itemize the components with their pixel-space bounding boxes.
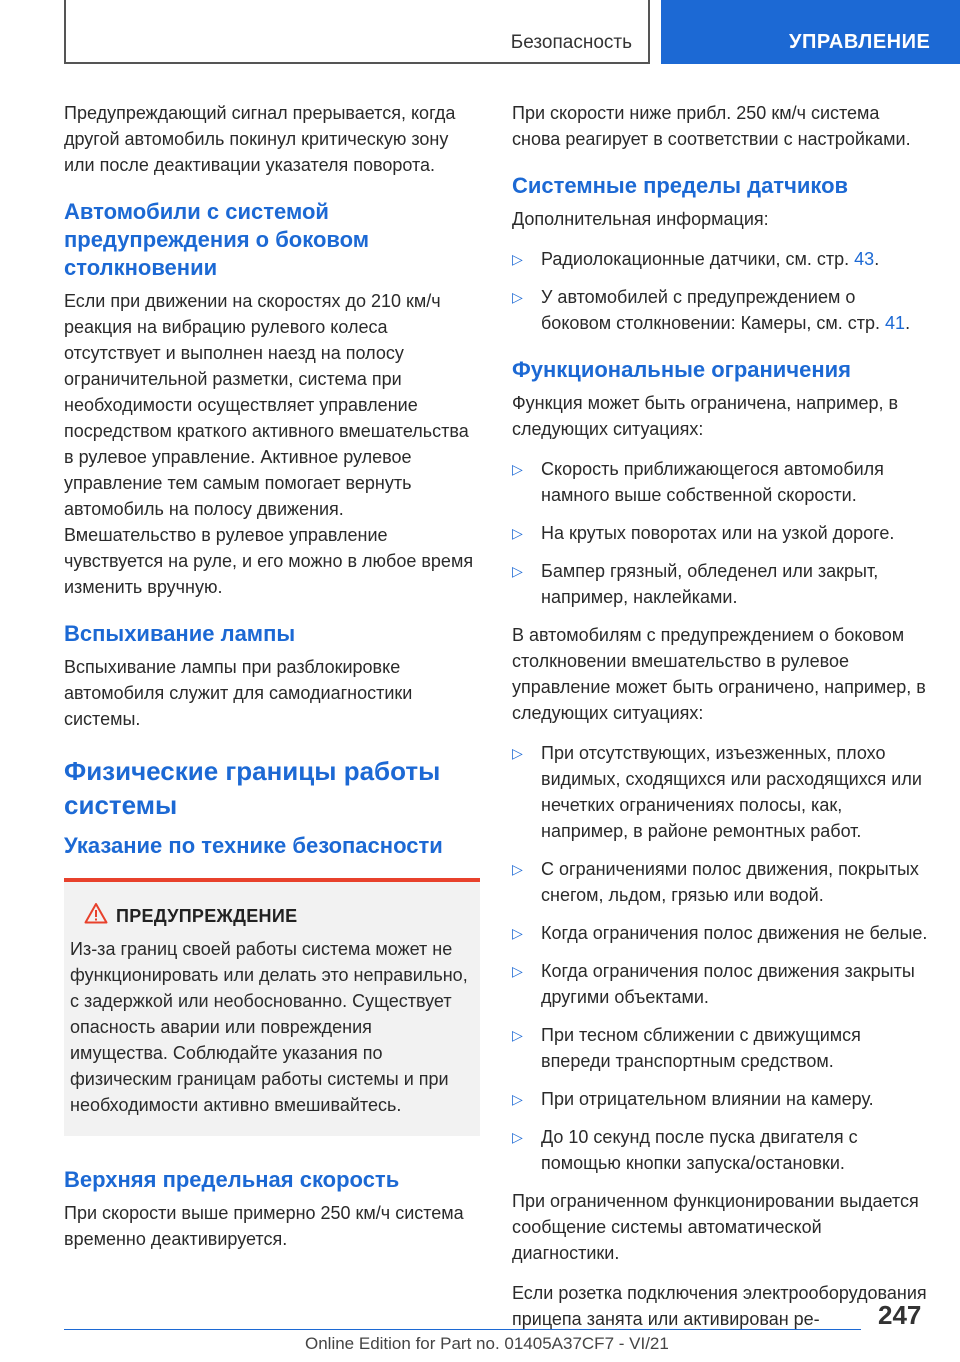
header-chapter-title: УПРАВЛЕНИЕ bbox=[789, 31, 931, 53]
list-item bbox=[512, 1022, 928, 1074]
list-item bbox=[512, 1086, 928, 1112]
list-item-text: У автомобилей с предупреждением о боковом столкновении: Камеры, см. стр. bbox=[541, 287, 886, 333]
list-item bbox=[512, 284, 928, 336]
triangle-right-bullet-icon: ▷ bbox=[512, 289, 523, 305]
diagnostics-paragraph: При ограниченном функционировании выдается сообщение системы автоматической диагностики. bbox=[512, 1191, 919, 1263]
warning-title: ПРЕДУПРЕЖДЕНИЕ bbox=[116, 906, 298, 926]
header-section-box bbox=[64, 0, 650, 64]
footer-divider bbox=[64, 1329, 861, 1330]
warning-header bbox=[70, 902, 470, 930]
triangle-right-bullet-icon: ▷ bbox=[512, 925, 523, 941]
triangle-right-bullet-icon: ▷ bbox=[512, 1129, 523, 1145]
header-chapter-tab[interactable] bbox=[661, 0, 960, 64]
heading-function-limits: Функциональные ограничения bbox=[512, 357, 851, 382]
list-item-end: . bbox=[905, 313, 911, 333]
triangle-right-bullet-icon: ▷ bbox=[512, 525, 523, 541]
list-item bbox=[512, 1124, 928, 1176]
list-item-text: До 10 секунд после пуска двигателя с помощью кнопки запуска/остановки. bbox=[541, 1127, 858, 1173]
header-section-title: Безопасность bbox=[510, 32, 632, 53]
heading-lamp-flash: Вспыхивание лампы bbox=[64, 621, 296, 646]
triangle-right-bullet-icon: ▷ bbox=[512, 745, 523, 761]
warning-box bbox=[64, 878, 480, 1136]
list-item-text: При отсутствующих, изъезженных, плохо видимых, сходящихся или расходящихся или нечетких ограничениях полосы, как, например, в районе ремонтных работ. bbox=[541, 743, 922, 841]
list-item bbox=[512, 958, 928, 1010]
warning-text: Из-за границ своей работы система может не функционировать или делать это неправильно, с задержкой или необоснованно. Существует опасность аварии или повреждения имущества. Соблюдайте указания по физическим границам работы системы и при необходимости активно вмешивайтесь. bbox=[70, 939, 468, 1115]
list-item-text: На крутых поворотах или на узкой дороге. bbox=[541, 523, 895, 543]
list-item bbox=[512, 246, 928, 272]
warning-triangle-icon bbox=[84, 902, 108, 924]
list-item bbox=[512, 740, 928, 844]
list-item bbox=[512, 456, 928, 508]
list-item-text: Радиолокационные датчики, см. стр. bbox=[541, 249, 855, 269]
side-collision-paragraph: Если при движении на скоростях до 210 км/ч реакция на вибрацию рулевого колеса отсутствует и выполнен наезд на полосу ограничительной разметки, система при необходимости осуществляет управление посредством краткого активного вмешательства в рулевое управление. Активное рулевое управление тем самым помогает вернуть автомобиль на полосу движения. Вмешательство в рулевое управление чувствуется на руле, и его можно в любое время изменить вручную. bbox=[64, 291, 474, 597]
heading-side-collision: Автомобили с системой предупреждения о боковом столкновении bbox=[64, 199, 370, 280]
steering-limits-list bbox=[512, 740, 928, 1176]
list-item-end: . bbox=[874, 249, 880, 269]
function-limits-paragraph: Функция может быть ограничена, например, в следующих ситуациях: bbox=[512, 393, 899, 439]
triangle-right-bullet-icon: ▷ bbox=[512, 1091, 523, 1107]
triangle-right-bullet-icon: ▷ bbox=[512, 861, 523, 877]
heading-physical-limits: Физические границы работы системы bbox=[64, 756, 441, 820]
more-info-paragraph: Дополнительная информация: bbox=[512, 209, 769, 229]
lamp-flash-paragraph: Вспыхивание лампы при разблокировке автомобиля служит для самодиагностики системы. bbox=[64, 657, 413, 729]
upper-speed-paragraph: При скорости выше примерно 250 км/ч система временно деактивируется. bbox=[64, 1203, 464, 1249]
below-speed-paragraph: При скорости ниже прибл. 250 км/ч система снова реагирует в соответствии с настройками. bbox=[512, 103, 911, 149]
sensor-list bbox=[512, 246, 928, 336]
list-item-text: При отрицательном влиянии на камеру. bbox=[541, 1089, 874, 1109]
list-item-text: Бампер грязный, обледенел или закрыт, например, наклейками. bbox=[541, 561, 879, 607]
heading-sensor-limits: Системные пределы датчиков bbox=[512, 173, 849, 198]
footer-edition: Online Edition for Part no. 01405A37CF7 - VI/21 bbox=[305, 1334, 669, 1353]
list-item bbox=[512, 920, 928, 946]
list-item-text: Когда ограничения полос движения закрыты другими объектами. bbox=[541, 961, 915, 1007]
trailer-paragraph: Если розетка подключения электрооборудования прицепа занята или активирован ре- bbox=[512, 1283, 927, 1329]
page-link-43[interactable]: 43 bbox=[854, 249, 875, 269]
steering-limits-paragraph: В автомобилям с предупреждением о боковом столкновении вмешательство в рулевое управление может быть ограничено, например, в следующих ситуациях: bbox=[512, 625, 926, 723]
triangle-right-bullet-icon: ▷ bbox=[512, 1027, 523, 1043]
right-column bbox=[512, 100, 928, 1346]
list-item bbox=[512, 558, 928, 610]
list-item bbox=[512, 856, 928, 908]
page-number: 247 bbox=[878, 1300, 922, 1330]
list-item-text: Когда ограничения полос движения не белые. bbox=[541, 923, 928, 943]
function-limits-list bbox=[512, 456, 928, 610]
triangle-right-bullet-icon: ▷ bbox=[512, 461, 523, 477]
list-item bbox=[512, 520, 928, 546]
heading-safety-note: Указание по технике безопасности bbox=[64, 833, 443, 858]
page-link-41[interactable]: 41 bbox=[885, 313, 906, 333]
triangle-right-bullet-icon: ▷ bbox=[512, 563, 523, 579]
triangle-right-bullet-icon: ▷ bbox=[512, 251, 523, 267]
list-item-text: При тесном сближении с движущимся впереди транспортным средством. bbox=[541, 1025, 861, 1071]
triangle-right-bullet-icon: ▷ bbox=[512, 963, 523, 979]
heading-upper-speed: Верхняя предельная скорость bbox=[64, 1167, 400, 1192]
intro-paragraph: Предупреждающий сигнал прерывается, когда другой автомобиль покинул критическую зону или после деактивации указателя поворота. bbox=[64, 103, 456, 175]
list-item-text: Скорость приближающегося автомобиля намного выше собственной скорости. bbox=[541, 459, 884, 505]
list-item-text: С ограничениями полос движения, покрытых снегом, льдом, грязью или водой. bbox=[541, 859, 919, 905]
left-column bbox=[64, 100, 480, 1266]
